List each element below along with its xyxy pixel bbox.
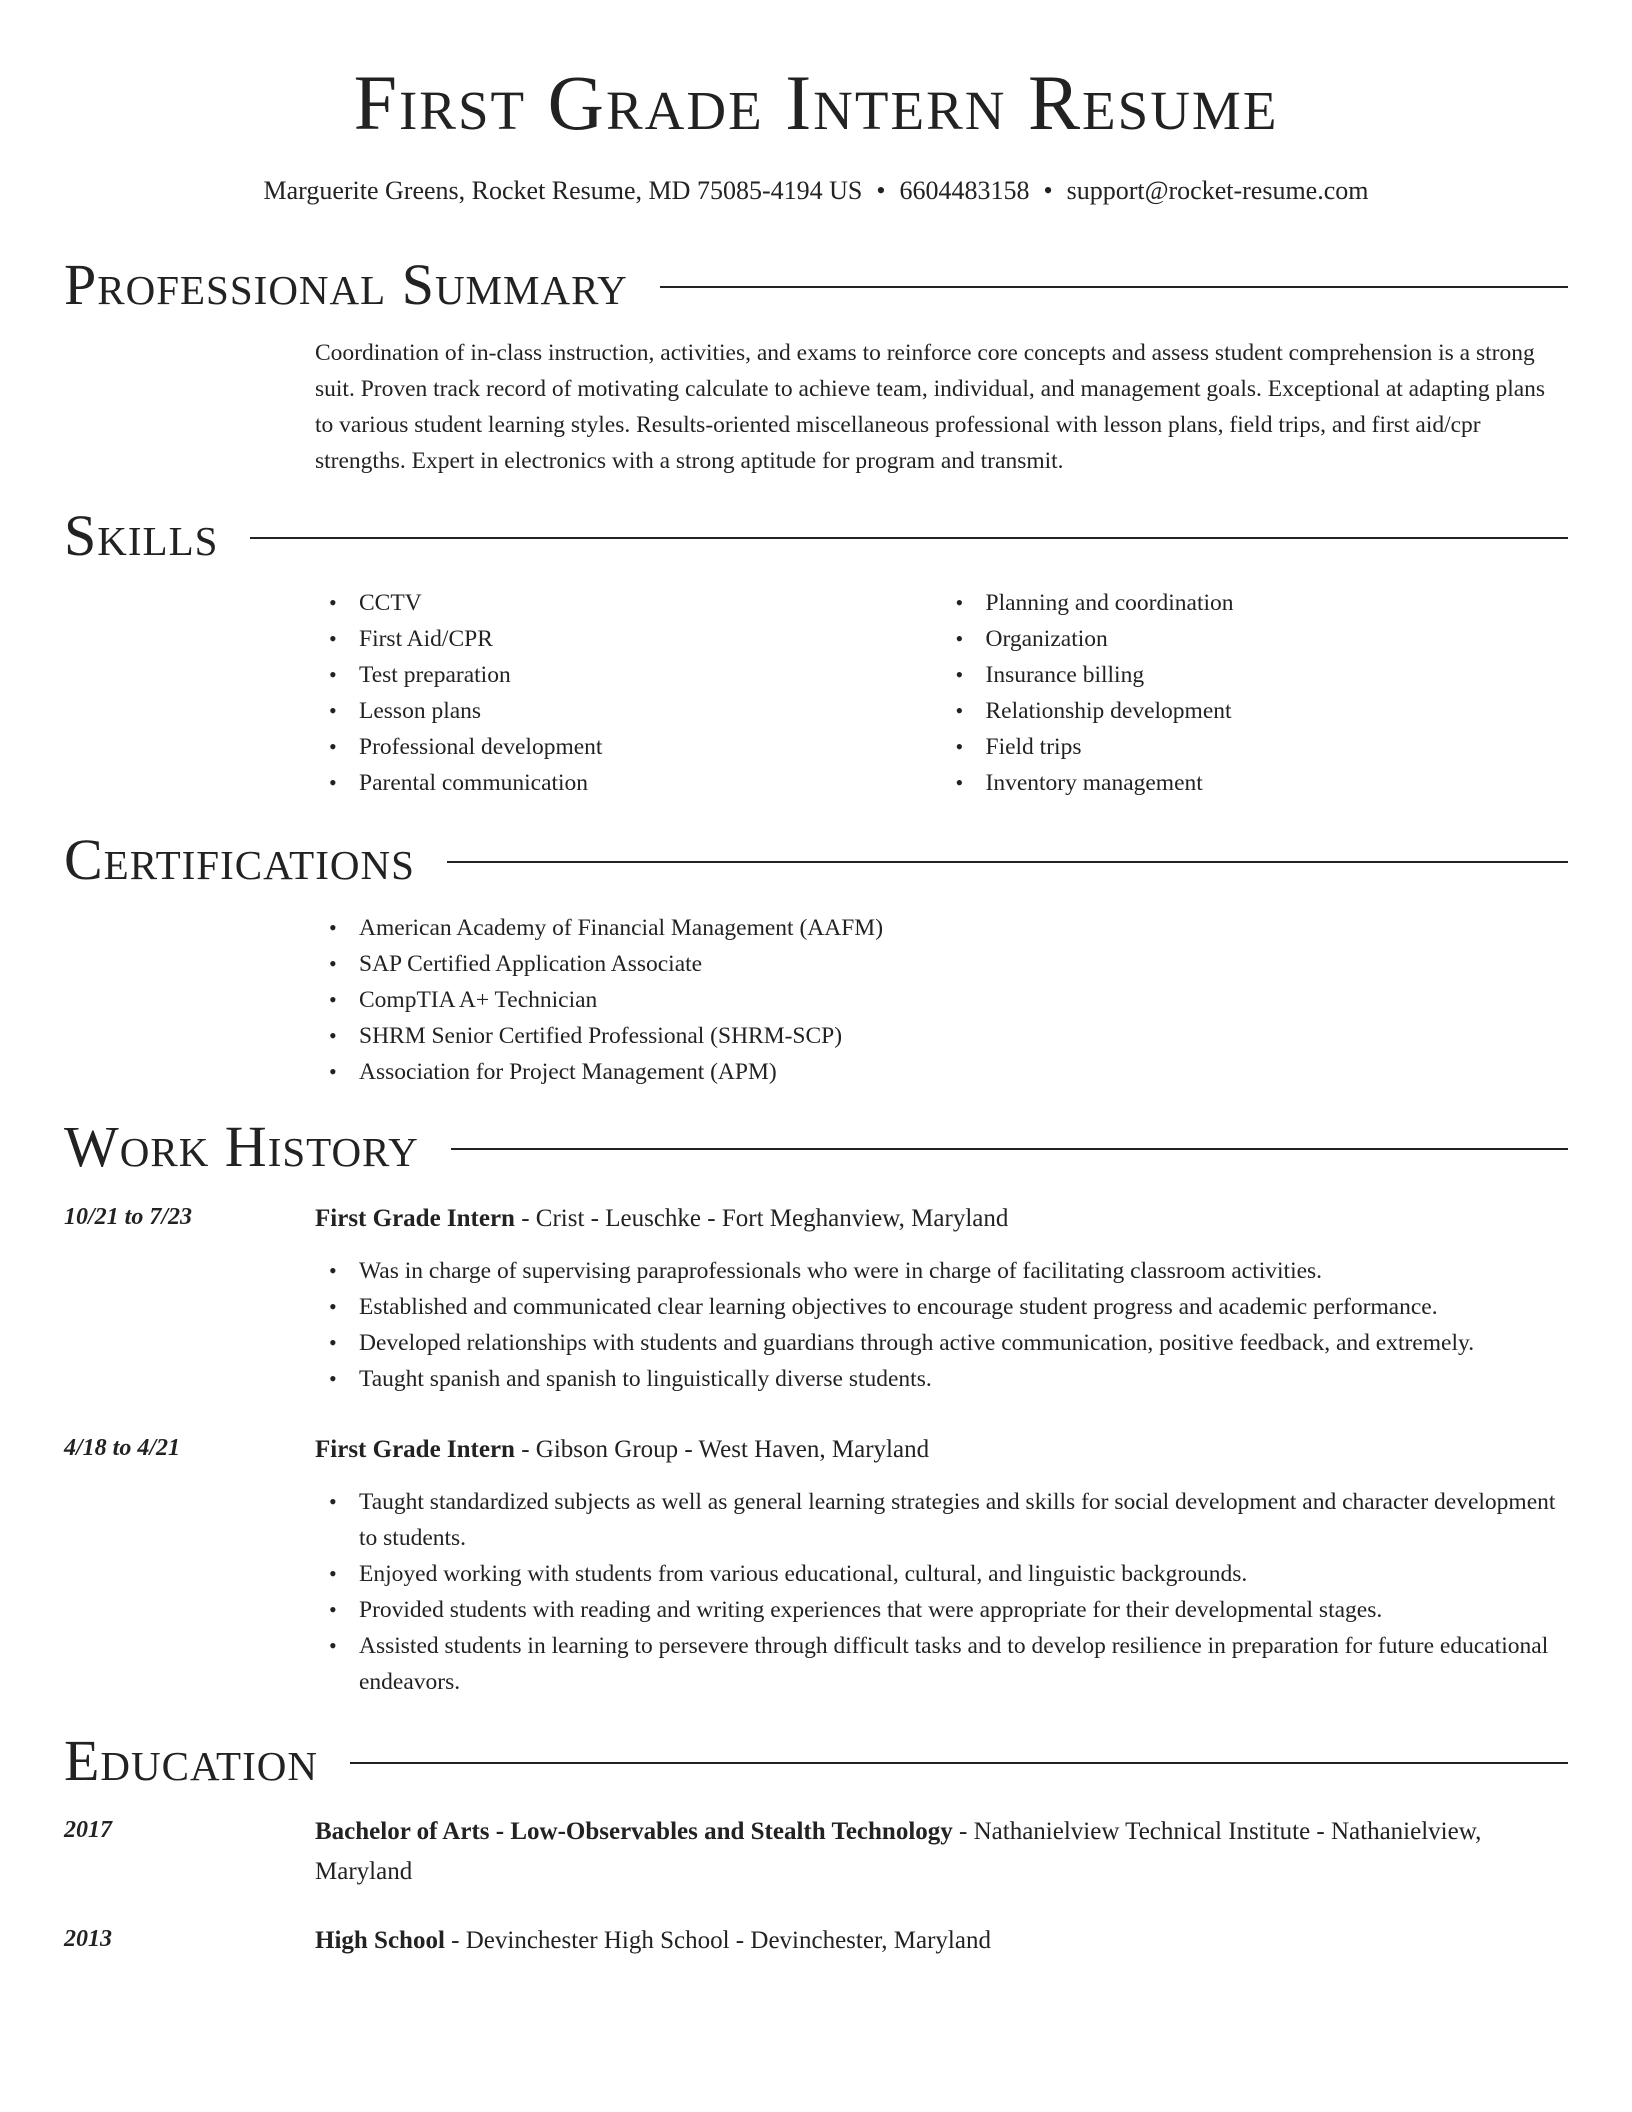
job-details: - Crist - Leuschke - Fort Meghanview, Maryland — [514, 1205, 1009, 1232]
skills-heading: Skills — [64, 503, 219, 568]
section-divider — [350, 1762, 1568, 1764]
certification-item: • CompTIA A+ Technician — [359, 982, 1568, 1018]
contact-line — [64, 174, 1568, 208]
certification-item: • SHRM Senior Certified Professional (SHRM-SCP) — [359, 1018, 1568, 1054]
work-section-header — [64, 1113, 1568, 1181]
education-section-header — [64, 1727, 1568, 1795]
skill-item: • Lesson plans — [359, 693, 942, 729]
education-year: 2013 — [64, 1926, 112, 1952]
skill-item: • Inventory management — [986, 765, 1569, 801]
job-bullet: • Established and communicated clear learning objectives to encourage student progress and academic performance. — [359, 1289, 1568, 1325]
contact-email[interactable]: support@rocket-resume.com — [1066, 176, 1369, 205]
education-heading: Education — [64, 1728, 318, 1793]
certifications-section-header — [64, 826, 1568, 894]
contact-phone: 6604483158 — [899, 176, 1030, 205]
job-bullets — [315, 1253, 1568, 1397]
education-year: 2017 — [64, 1817, 112, 1843]
certifications-heading: Certifications — [64, 827, 415, 892]
job-bullet: • Was in charge of supervising paraprofessionals who were in charge of facilitating classroom activities. — [359, 1253, 1568, 1289]
job-bullet: • Provided students with reading and writing experiences that were appropriate for their developmental stages. — [359, 1592, 1568, 1628]
skills-column-left — [315, 585, 942, 801]
skill-item: • Relationship development — [986, 693, 1569, 729]
skills-column-right — [942, 585, 1569, 801]
certification-item: • SAP Certified Application Associate — [359, 946, 1568, 982]
section-divider — [660, 286, 1568, 288]
skill-item: • Test preparation — [359, 657, 942, 693]
summary-text: Coordination of in-class instruction, activities, and exams to reinforce core concepts and assess student comprehension is a strong suit. Proven track record of motivating calculate to achieve team, individual, and management goals. Exceptional at adapting plans to various student learning styles. Results-oriented miscellaneous professional with lesson plans, field trips, and first aid/cpr strengths. Expert in electronics with a strong aptitude for program and transmit. — [315, 340, 1546, 474]
contact-separator: • — [876, 176, 886, 205]
section-divider — [451, 1148, 1568, 1150]
education-degree: High School — [315, 1927, 445, 1954]
contact-separator: • — [1043, 176, 1053, 205]
summary-section-header — [64, 251, 1568, 319]
job-bullet: • Enjoyed working with students from various educational, cultural, and linguistic backgrounds. — [359, 1556, 1568, 1592]
education-degree: Bachelor of Arts - Low-Observables and Stealth Technology — [315, 1818, 953, 1845]
skill-item: • Planning and coordination — [986, 585, 1569, 621]
skills-list — [315, 585, 1568, 801]
education-details: - Nathanielview Technical Institute - Nathanielview, Maryland — [315, 1818, 1482, 1885]
skills-section-header — [64, 502, 1568, 570]
job-bullets — [315, 1484, 1568, 1700]
job-bullet: • Taught standardized subjects as well as general learning strategies and skills for social development and character development to students. — [359, 1484, 1568, 1556]
job-title: First Grade Intern — [315, 1205, 515, 1232]
section-divider — [447, 861, 1568, 863]
certification-item: • Association for Project Management (APM) — [359, 1054, 1568, 1090]
resume-title: First Grade Intern Resume — [353, 59, 1279, 146]
skill-item: • Parental communication — [359, 765, 942, 801]
certifications-list — [315, 910, 1568, 1090]
skill-item: • First Aid/CPR — [359, 621, 942, 657]
skill-item: • Field trips — [986, 729, 1569, 765]
section-divider — [250, 537, 1568, 539]
summary-heading: Professional Summary — [64, 252, 628, 317]
certification-item: • American Academy of Financial Management (AAFM) — [359, 910, 1568, 946]
job-bullet: • Assisted students in learning to persevere through difficult tasks and to develop resilience in preparation for future educational endeavors. — [359, 1628, 1568, 1700]
job-dates: 10/21 to 7/23 — [64, 1204, 193, 1230]
skill-item: • CCTV — [359, 585, 942, 621]
contact-address: Marguerite Greens, Rocket Resume, MD 75085-4194 US — [263, 176, 863, 205]
skill-item: • Insurance billing — [986, 657, 1569, 693]
work-heading: Work History — [64, 1114, 419, 1179]
job-bullet: • Developed relationships with students and guardians through active communication, positive feedback, and extremely. — [359, 1325, 1568, 1361]
education-heading-line — [315, 1812, 1568, 1892]
job-dates: 4/18 to 4/21 — [64, 1435, 181, 1461]
skill-item: • Professional development — [359, 729, 942, 765]
education-details: - Devinchester High School - Devinchester, Maryland — [444, 1927, 991, 1954]
education-heading-line — [315, 1921, 1568, 1961]
job-heading — [315, 1199, 1568, 1239]
job-heading — [315, 1430, 1568, 1470]
job-bullet: • Taught spanish and spanish to linguistically diverse students. — [359, 1361, 1568, 1397]
job-title: First Grade Intern — [315, 1436, 515, 1463]
job-details: - Gibson Group - West Haven, Maryland — [514, 1436, 930, 1463]
skill-item: • Organization — [986, 621, 1569, 657]
